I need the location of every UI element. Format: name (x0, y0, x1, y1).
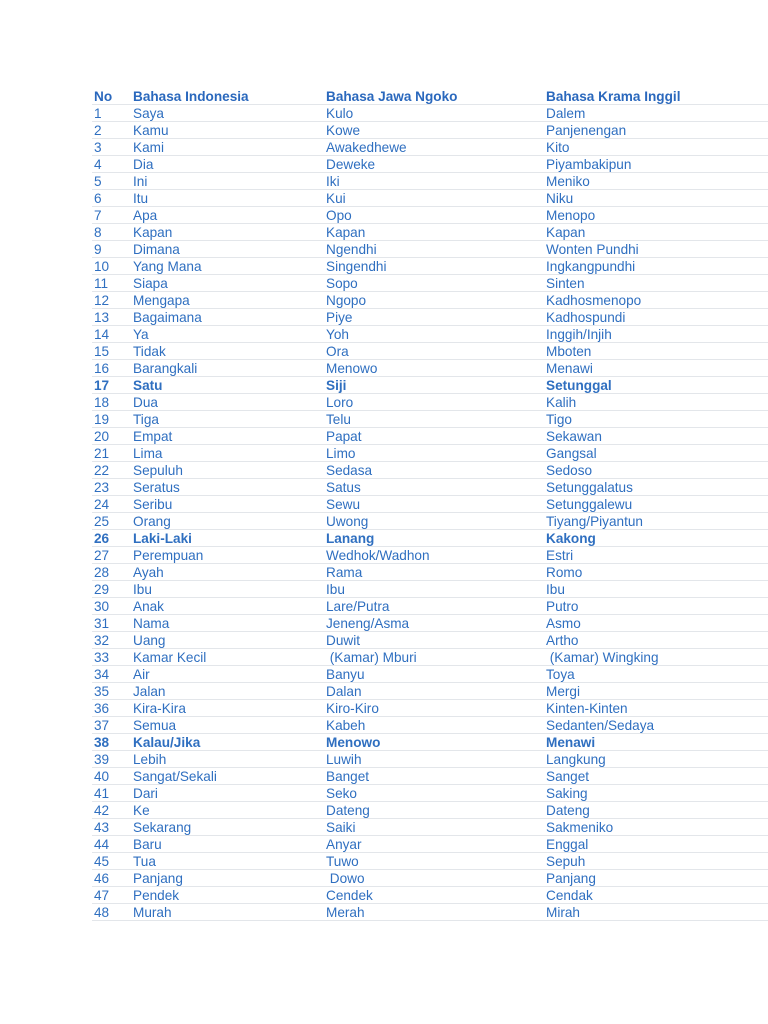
cell-bahasa-indonesia: Uang (133, 633, 166, 648)
cell-bahasa-jawa-ngoko: Dowo (326, 871, 365, 886)
cell-bahasa-krama-inggil: Sepuh (546, 854, 586, 869)
cell-no: 4 (94, 157, 102, 172)
cell-bahasa-krama-inggil: Estri (546, 548, 574, 563)
cell-bahasa-krama-inggil: Menopo (546, 208, 596, 223)
cell-bahasa-krama-inggil: Sedanten/Sedaya (546, 718, 655, 733)
cell-bahasa-indonesia: Sekarang (133, 820, 192, 835)
cell-bahasa-jawa-ngoko: Kabeh (326, 718, 366, 733)
cell-bahasa-jawa-ngoko: Menowo (326, 735, 381, 750)
cell-bahasa-krama-inggil: Setunggalewu (546, 497, 633, 512)
cell-bahasa-indonesia: Semua (133, 718, 177, 733)
cell-no: 27 (94, 548, 110, 563)
cell-bahasa-jawa-ngoko: Sopo (326, 276, 358, 291)
table-row (92, 173, 768, 190)
cell-bahasa-jawa-ngoko: Kowe (326, 123, 361, 138)
cell-bahasa-krama-inggil: Kadhosmenopo (546, 293, 642, 308)
cell-bahasa-jawa-ngoko: Merah (326, 905, 365, 920)
cell-bahasa-indonesia: Yang Mana (133, 259, 202, 274)
cell-bahasa-indonesia: Lima (133, 446, 163, 461)
cell-no: 13 (94, 310, 110, 325)
cell-bahasa-indonesia: Nama (133, 616, 170, 631)
cell-no: 5 (94, 174, 102, 189)
cell-no: 41 (94, 786, 110, 801)
table-row (92, 462, 768, 479)
table-row (92, 581, 768, 598)
cell-bahasa-jawa-ngoko: Awakedhewe (326, 140, 407, 155)
cell-no: 45 (94, 854, 110, 869)
cell-bahasa-krama-inggil: Sakmeniko (546, 820, 614, 835)
cell-bahasa-jawa-ngoko: Kui (326, 191, 346, 206)
cell-bahasa-jawa-ngoko: Banyu (326, 667, 365, 682)
cell-bahasa-krama-inggil: Dateng (546, 803, 590, 818)
cell-no: 16 (94, 361, 110, 376)
cell-bahasa-jawa-ngoko: Siji (326, 378, 347, 393)
cell-bahasa-indonesia: Laki-Laki (133, 531, 192, 546)
cell-bahasa-indonesia: Orang (133, 514, 171, 529)
cell-bahasa-jawa-ngoko: Jeneng/Asma (326, 616, 410, 631)
cell-bahasa-krama-inggil: Sedoso (546, 463, 593, 478)
table-row (92, 547, 768, 564)
table-row (92, 649, 768, 666)
cell-bahasa-jawa-ngoko: Lare/Putra (326, 599, 390, 614)
cell-bahasa-indonesia: Satu (133, 378, 163, 393)
header-bahasa-jawa-ngoko: Bahasa Jawa Ngoko (326, 89, 458, 104)
cell-no: 22 (94, 463, 110, 478)
cell-bahasa-indonesia: Ke (133, 803, 150, 818)
table-row (92, 394, 768, 411)
table-row (92, 836, 768, 853)
cell-bahasa-indonesia: Ya (133, 327, 149, 342)
cell-bahasa-jawa-ngoko: Sewu (326, 497, 361, 512)
cell-bahasa-indonesia: Dimana (133, 242, 180, 257)
cell-bahasa-indonesia: Kamar Kecil (133, 650, 207, 665)
cell-no: 29 (94, 582, 110, 597)
cell-bahasa-krama-inggil: Inggih/Injih (546, 327, 612, 342)
cell-bahasa-indonesia: Ibu (133, 582, 152, 597)
cell-bahasa-krama-inggil: Menawi (546, 735, 596, 750)
table-row (92, 122, 768, 139)
cell-no: 33 (94, 650, 110, 665)
cell-bahasa-krama-inggil: (Kamar) Wingking (546, 650, 659, 665)
cell-bahasa-krama-inggil: Kinten-Kinten (546, 701, 628, 716)
cell-bahasa-jawa-ngoko: Satus (326, 480, 361, 495)
table-row (92, 513, 768, 530)
table-row (92, 241, 768, 258)
cell-bahasa-krama-inggil: Panjenengan (546, 123, 627, 138)
table-row (92, 700, 768, 717)
table-row (92, 377, 768, 394)
cell-bahasa-jawa-ngoko: Yoh (326, 327, 349, 342)
cell-bahasa-indonesia: Baru (133, 837, 162, 852)
table-row (92, 615, 768, 632)
cell-no: 9 (94, 242, 102, 257)
cell-no: 8 (94, 225, 102, 240)
cell-bahasa-jawa-ngoko: Wedhok/Wadhon (326, 548, 430, 563)
table-row (92, 190, 768, 207)
cell-bahasa-krama-inggil: Ibu (546, 582, 565, 597)
cell-no: 44 (94, 837, 110, 852)
table-row (92, 275, 768, 292)
cell-bahasa-jawa-ngoko: Telu (326, 412, 351, 427)
table-row (92, 428, 768, 445)
cell-bahasa-indonesia: Seribu (133, 497, 173, 512)
cell-bahasa-indonesia: Anak (133, 599, 164, 614)
cell-no: 7 (94, 208, 102, 223)
cell-bahasa-krama-inggil: Sekawan (546, 429, 602, 444)
cell-bahasa-krama-inggil: Meniko (546, 174, 590, 189)
cell-bahasa-krama-inggil: Toya (546, 667, 575, 682)
table-row (92, 309, 768, 326)
cell-bahasa-krama-inggil: Kito (546, 140, 570, 155)
cell-bahasa-krama-inggil: Asmo (546, 616, 581, 631)
cell-bahasa-indonesia: Mengapa (133, 293, 190, 308)
cell-bahasa-krama-inggil: Cendak (546, 888, 593, 903)
table-body (92, 105, 768, 921)
table-row (92, 802, 768, 819)
table-row (92, 445, 768, 462)
cell-no: 19 (94, 412, 110, 427)
cell-bahasa-krama-inggil: Niku (546, 191, 574, 206)
cell-bahasa-indonesia: Tidak (133, 344, 166, 359)
cell-bahasa-jawa-ngoko: Singendhi (326, 259, 387, 274)
cell-bahasa-jawa-ngoko: (Kamar) Mburi (326, 650, 417, 665)
cell-no: 28 (94, 565, 110, 580)
cell-bahasa-indonesia: Ayah (133, 565, 164, 580)
table-row (92, 479, 768, 496)
cell-no: 35 (94, 684, 110, 699)
cell-bahasa-jawa-ngoko: Ngendhi (326, 242, 377, 257)
cell-bahasa-indonesia: Dari (133, 786, 158, 801)
header-bahasa-indonesia: Bahasa Indonesia (133, 89, 249, 104)
cell-bahasa-jawa-ngoko: Banget (326, 769, 370, 784)
cell-no: 21 (94, 446, 110, 461)
cell-bahasa-indonesia: Dua (133, 395, 158, 410)
table-header (92, 87, 768, 105)
cell-no: 20 (94, 429, 110, 444)
cell-bahasa-indonesia: Seratus (133, 480, 180, 495)
cell-no: 47 (94, 888, 110, 903)
cell-bahasa-jawa-ngoko: Ibu (326, 582, 345, 597)
cell-bahasa-jawa-ngoko: Kulo (326, 106, 354, 121)
cell-bahasa-indonesia: Ini (133, 174, 148, 189)
cell-no: 18 (94, 395, 110, 410)
table-row (92, 292, 768, 309)
cell-bahasa-krama-inggil: Kakong (546, 531, 596, 546)
cell-bahasa-krama-inggil: Saking (546, 786, 588, 801)
cell-no: 48 (94, 905, 110, 920)
cell-bahasa-jawa-ngoko: Saiki (326, 820, 356, 835)
cell-bahasa-indonesia: Kira-Kira (133, 701, 186, 716)
table-row (92, 360, 768, 377)
cell-bahasa-jawa-ngoko: Sedasa (326, 463, 373, 478)
cell-bahasa-krama-inggil: Sanget (546, 769, 590, 784)
cell-bahasa-indonesia: Itu (133, 191, 149, 206)
cell-bahasa-indonesia: Kalau/Jika (133, 735, 201, 750)
cell-no: 1 (94, 106, 102, 121)
cell-bahasa-jawa-ngoko: Cendek (326, 888, 373, 903)
cell-no: 2 (94, 123, 102, 138)
cell-bahasa-krama-inggil: Piyambakipun (546, 157, 632, 172)
table-row (92, 105, 768, 122)
cell-bahasa-jawa-ngoko: Loro (326, 395, 354, 410)
cell-no: 25 (94, 514, 110, 529)
cell-bahasa-jawa-ngoko: Kiro-Kiro (326, 701, 379, 716)
table-row (92, 785, 768, 802)
cell-bahasa-jawa-ngoko: Lanang (326, 531, 375, 546)
cell-bahasa-indonesia: Dia (133, 157, 154, 172)
table-row (92, 751, 768, 768)
cell-no: 12 (94, 293, 110, 308)
table-row (92, 156, 768, 173)
table-row (92, 904, 768, 921)
cell-bahasa-jawa-ngoko: Kapan (326, 225, 366, 240)
cell-no: 10 (94, 259, 110, 274)
cell-no: 34 (94, 667, 110, 682)
cell-bahasa-indonesia: Perempuan (133, 548, 204, 563)
vocabulary-table (92, 87, 768, 921)
cell-bahasa-jawa-ngoko: Anyar (326, 837, 362, 852)
cell-bahasa-krama-inggil: Menawi (546, 361, 593, 376)
cell-no: 24 (94, 497, 110, 512)
cell-bahasa-krama-inggil: Dalem (546, 106, 586, 121)
cell-bahasa-krama-inggil: Mboten (546, 344, 592, 359)
table-row (92, 411, 768, 428)
cell-bahasa-indonesia: Siapa (133, 276, 168, 291)
cell-bahasa-indonesia: Kapan (133, 225, 173, 240)
table-row (92, 683, 768, 700)
cell-bahasa-jawa-ngoko: Dateng (326, 803, 370, 818)
cell-bahasa-indonesia: Lebih (133, 752, 167, 767)
cell-bahasa-indonesia: Tiga (133, 412, 159, 427)
cell-no: 43 (94, 820, 110, 835)
cell-bahasa-jawa-ngoko: Menowo (326, 361, 378, 376)
table-row (92, 343, 768, 360)
cell-bahasa-krama-inggil: Mirah (546, 905, 580, 920)
cell-bahasa-krama-inggil: Kadhospundi (546, 310, 626, 325)
cell-bahasa-indonesia: Kamu (133, 123, 169, 138)
cell-bahasa-jawa-ngoko: Opo (326, 208, 352, 223)
cell-bahasa-krama-inggil: Sinten (546, 276, 585, 291)
cell-bahasa-indonesia: Saya (133, 106, 164, 121)
table-row (92, 666, 768, 683)
cell-bahasa-krama-inggil: Enggal (546, 837, 589, 852)
cell-bahasa-indonesia: Pendek (133, 888, 180, 903)
cell-bahasa-indonesia: Apa (133, 208, 158, 223)
table-row (92, 632, 768, 649)
cell-no: 40 (94, 769, 110, 784)
cell-bahasa-indonesia: Panjang (133, 871, 183, 886)
cell-bahasa-krama-inggil: Wonten Pundhi (546, 242, 639, 257)
table-row (92, 717, 768, 734)
table-row (92, 530, 768, 547)
table-row (92, 853, 768, 870)
table-row (92, 258, 768, 275)
cell-bahasa-krama-inggil: Artho (546, 633, 579, 648)
cell-bahasa-indonesia: Sangat/Sekali (133, 769, 217, 784)
cell-no: 14 (94, 327, 110, 342)
table-row (92, 326, 768, 343)
table-row (92, 768, 768, 785)
cell-no: 31 (94, 616, 110, 631)
cell-bahasa-krama-inggil: Mergi (546, 684, 580, 699)
cell-bahasa-krama-inggil: Tiyang/Piyantun (546, 514, 643, 529)
cell-bahasa-indonesia: Kami (133, 140, 164, 155)
cell-bahasa-krama-inggil: Setunggal (546, 378, 612, 393)
cell-no: 37 (94, 718, 110, 733)
cell-bahasa-indonesia: Murah (133, 905, 172, 920)
cell-no: 39 (94, 752, 110, 767)
cell-bahasa-jawa-ngoko: Deweke (326, 157, 376, 172)
cell-no: 17 (94, 378, 110, 393)
cell-bahasa-krama-inggil: Langkung (546, 752, 606, 767)
table-row (92, 734, 768, 751)
table-row (92, 870, 768, 887)
cell-bahasa-jawa-ngoko: Papat (326, 429, 362, 444)
cell-no: 42 (94, 803, 110, 818)
cell-no: 6 (94, 191, 102, 206)
header-no: No (94, 89, 113, 104)
cell-bahasa-krama-inggil: Ingkangpundhi (546, 259, 636, 274)
cell-bahasa-jawa-ngoko: Dalan (326, 684, 362, 699)
cell-no: 32 (94, 633, 110, 648)
cell-bahasa-jawa-ngoko: Seko (326, 786, 357, 801)
cell-bahasa-krama-inggil: Panjang (546, 871, 596, 886)
cell-bahasa-krama-inggil: Setunggalatus (546, 480, 633, 495)
cell-no: 3 (94, 140, 102, 155)
cell-bahasa-jawa-ngoko: Rama (326, 565, 363, 580)
cell-bahasa-krama-inggil: Romo (546, 565, 583, 580)
cell-bahasa-jawa-ngoko: Ora (326, 344, 349, 359)
cell-bahasa-indonesia: Empat (133, 429, 173, 444)
cell-no: 36 (94, 701, 110, 716)
cell-bahasa-jawa-ngoko: Tuwo (326, 854, 359, 869)
cell-no: 30 (94, 599, 110, 614)
table-row (92, 887, 768, 904)
cell-bahasa-jawa-ngoko: Iki (326, 174, 340, 189)
cell-bahasa-indonesia: Barangkali (133, 361, 198, 376)
table-row (92, 564, 768, 581)
cell-bahasa-jawa-ngoko: Ngopo (326, 293, 367, 308)
table-row (92, 139, 768, 156)
table-row (92, 207, 768, 224)
table-row (92, 598, 768, 615)
cell-bahasa-jawa-ngoko: Piye (326, 310, 353, 325)
cell-bahasa-jawa-ngoko: Uwong (326, 514, 369, 529)
cell-bahasa-jawa-ngoko: Luwih (326, 752, 362, 767)
cell-bahasa-indonesia: Bagaimana (133, 310, 202, 325)
cell-bahasa-indonesia: Jalan (133, 684, 166, 699)
table-row (92, 224, 768, 241)
cell-bahasa-jawa-ngoko: Duwit (326, 633, 360, 648)
cell-bahasa-krama-inggil: Putro (546, 599, 579, 614)
cell-bahasa-indonesia: Sepuluh (133, 463, 183, 478)
cell-bahasa-indonesia: Air (133, 667, 150, 682)
cell-bahasa-krama-inggil: Kalih (546, 395, 577, 410)
cell-bahasa-krama-inggil: Tigo (546, 412, 572, 427)
table-row (92, 819, 768, 836)
cell-no: 38 (94, 735, 110, 750)
table-row (92, 496, 768, 513)
cell-no: 15 (94, 344, 110, 359)
header-bahasa-krama-inggil: Bahasa Krama Inggil (546, 89, 681, 104)
cell-bahasa-krama-inggil: Kapan (546, 225, 586, 240)
cell-bahasa-jawa-ngoko: Limo (326, 446, 356, 461)
cell-bahasa-krama-inggil: Gangsal (546, 446, 597, 461)
cell-no: 11 (94, 276, 109, 291)
cell-bahasa-indonesia: Tua (133, 854, 156, 869)
cell-no: 23 (94, 480, 110, 495)
cell-no: 46 (94, 871, 110, 886)
cell-no: 26 (94, 531, 110, 546)
